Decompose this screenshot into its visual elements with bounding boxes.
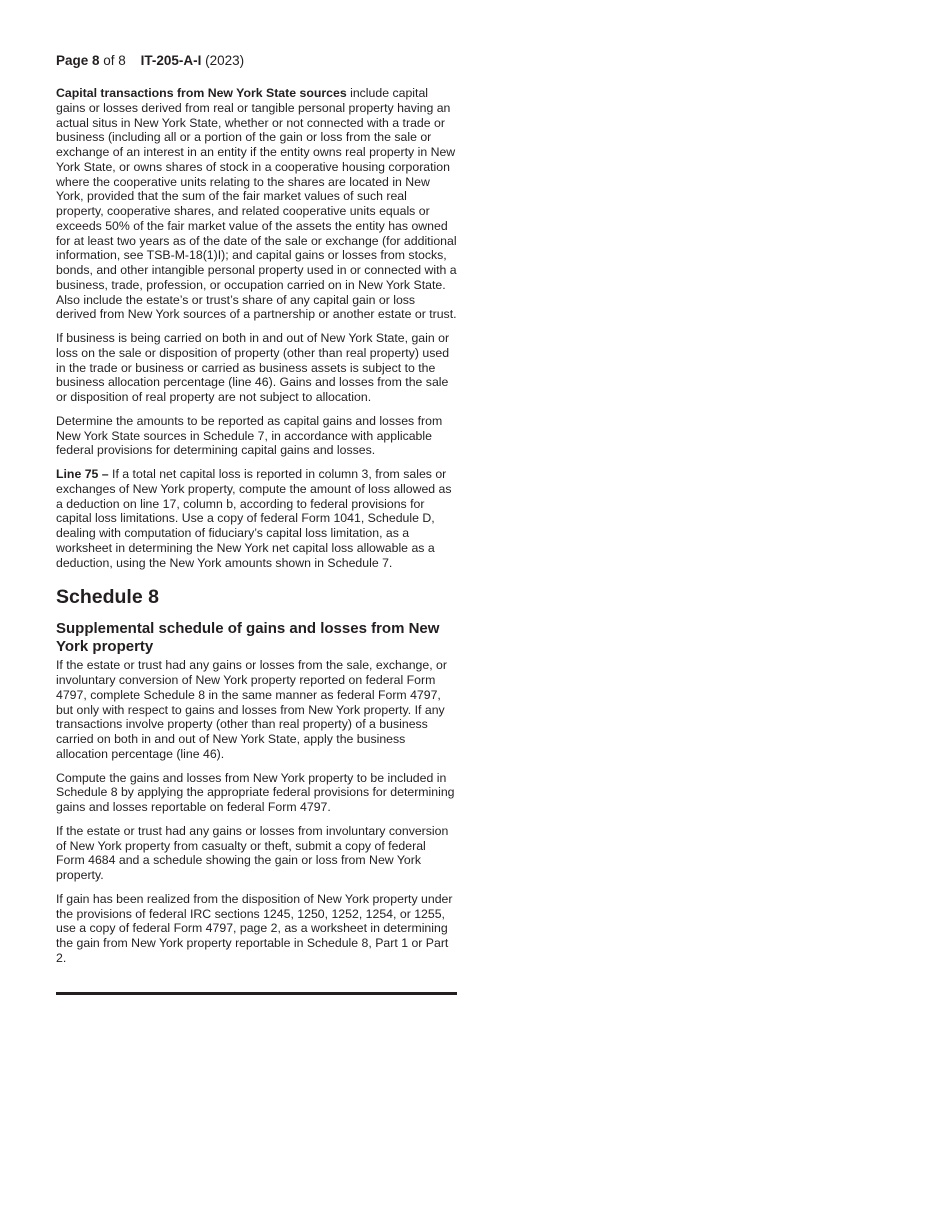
page-number: Page 8	[56, 53, 100, 68]
bottom-rule	[56, 992, 457, 995]
line75-paragraph	[56, 467, 457, 570]
schedule8-subheading: Supplemental schedule of gains and losses from New York property	[56, 620, 440, 656]
schedule8-paragraph: If the estate or trust had any gains or losses from the sale, exchange, or involuntary conversion of New York property reported on federal Form 4797, complete Schedule 8 in the same manner as federal Form 4797, but only with respect to gains and losses from New York property. If any transactions involve property (other than real property) of a business carried on both in and out of New York State, apply the business allocation percentage (line 46).	[56, 658, 447, 761]
schedule8-paragraph: Compute the gains and losses from New York property to be included in Schedule 8 by applying the appropriate federal provisions for determining gains and losses reportable on federal Form 4797.	[56, 770, 455, 814]
business-allocation-paragraph: If business is being carried on both in and out of New York State, gain or loss on the sale or disposition of property (other than real property) used in the trade or business or carried as business assets is subject to the business allocation percentage (line 46). Gains and losses from the sale or disposition of real property are not subject to allocation.	[56, 331, 450, 404]
document-page	[56, 53, 457, 995]
schedule8-heading: Schedule 8	[56, 586, 159, 609]
form-id: IT-205-A-I	[140, 53, 202, 68]
schedule8-paragraph: If gain has been realized from the disposition of New York property under the provisions of federal IRC sections 1245, 1250, 1252, 1254, or 1255, use a copy of federal Form 4797, page 2, as a worksheet in determining the gain from New York property reportable in Schedule 8, Part 1 or Part 2.	[56, 891, 453, 965]
line75-text: If a total net capital loss is reported in column 3, from sales or exchanges of New York property, compute the amount of loss allowed as a deduction on line 17, column b, according to federal provisions for capital loss limitations. Use a copy of federal Form 1041, Schedule D, dealing with computation of fiduciary’s capital loss limitation, as a worksheet in determining the New York net capital loss allowable as a deduction, using the New York amounts shown in Schedule 7.	[56, 467, 452, 570]
schedule8-paragraph: If the estate or trust had any gains or losses from involuntary conversion of New York property from casualty or theft, submit a copy of federal Form 4684 and a schedule showing the gain or loss from New York property.	[56, 823, 449, 882]
capital-transactions-term: Capital transactions from New York State sources	[56, 86, 347, 100]
line75-label: Line 75 –	[56, 467, 109, 481]
form-year: (2023)	[205, 53, 245, 68]
capital-transactions-text: include capital gains or losses derived from real or tangible personal property having an actual situs in New York State, whether or not connected with a trade or business (including all or a portion of the gain or loss from the sale or exchange of an interest in an entity if the entity owns real property in New York State, or owns shares of stock in a cooperative housing corporation where the cooperative units relating to the shares are located in New York, provided that the sum of the fair market values of such real property, cooperative shares, and related cooperative units equals or exceeds 50% of the fair market value of the assets the entity has owned for at least two years as of the date of the sale or exchange (for additional information, see TSB-M-18(1)I); and capital gains or losses from stocks, bonds, and other intangible personal property used in or connected with a business, trade, profession, or occupation carried on in New York State. Also include the estate’s or trust’s share of any capital gain or loss derived from New York sources of a partnership or another estate or trust.	[56, 86, 457, 322]
page-total: of 8	[103, 53, 126, 68]
capital-transactions-paragraph	[56, 86, 457, 322]
schedule7-determine-paragraph: Determine the amounts to be reported as capital gains and losses from New York State sources in Schedule 7, in accordance with applicable federal provisions for determining capital gains and losses.	[56, 413, 443, 458]
page-header	[56, 53, 457, 69]
